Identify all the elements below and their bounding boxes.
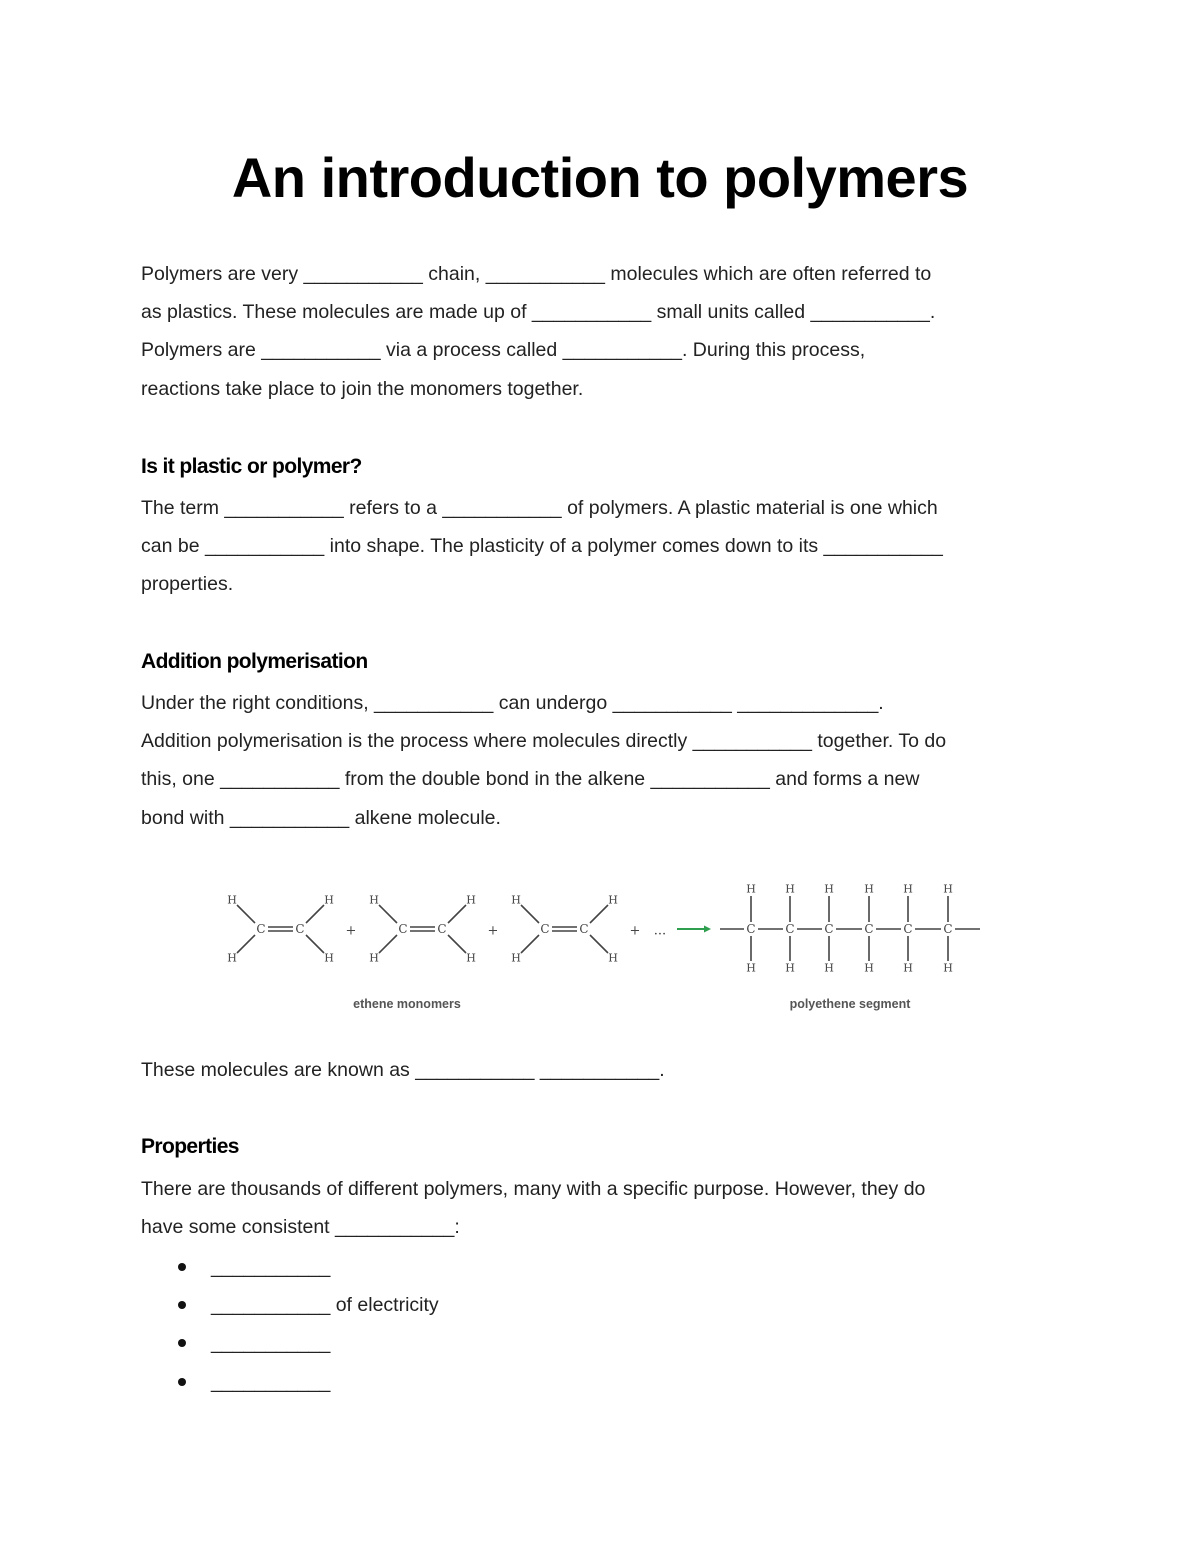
hydrogen-atom: H	[227, 951, 237, 965]
plastic-paragraph	[141, 489, 1061, 604]
addition-paragraph	[141, 684, 1061, 837]
properties-list	[141, 1248, 439, 1401]
addition-line: this, one ___________ from the double bond in the alkene ___________ and forms a new	[141, 768, 920, 791]
hydrogen-atom: H	[903, 882, 913, 896]
carbon-atom: C	[579, 922, 589, 936]
single-bond	[448, 935, 466, 953]
carbon-atom: C	[943, 922, 953, 936]
hydrogen-atom: H	[746, 961, 756, 975]
intro-line: reactions take place to join the monomers together.	[141, 377, 584, 400]
hydrogen-atom: H	[324, 951, 334, 965]
single-bond	[306, 935, 324, 953]
hydrogen-atom: H	[943, 961, 953, 975]
hydrogen-atom: H	[369, 893, 379, 907]
hydrogen-atom: H	[903, 961, 913, 975]
properties-line: have some consistent ___________:	[141, 1216, 460, 1239]
known-as-line: These molecules are known as ___________ ___________.	[141, 1059, 665, 1081]
hydrogen-atom: H	[746, 882, 756, 896]
hydrogen-atom: H	[864, 882, 874, 896]
hydrogen-atom: H	[824, 961, 834, 975]
single-bond	[379, 935, 397, 953]
single-bond	[306, 905, 324, 923]
carbon-atom: C	[824, 922, 834, 936]
hydrogen-atom: H	[608, 893, 618, 907]
plastic-line: The term ___________ refers to a ___________ of polymers. A plastic material is one which	[141, 497, 938, 519]
plus-sign: +	[629, 923, 641, 939]
hydrogen-atom: H	[608, 951, 618, 965]
properties-paragraph	[141, 1170, 1061, 1246]
carbon-atom: C	[540, 922, 550, 936]
carbon-atom: C	[746, 922, 756, 936]
single-bond	[521, 935, 539, 953]
hydrogen-atom: H	[511, 951, 521, 965]
addition-heading: Addition polymerisation	[141, 650, 368, 673]
single-bond	[448, 905, 466, 923]
plus-sign: +	[345, 923, 357, 939]
reaction-arrow-head	[704, 926, 711, 933]
carbon-atom: C	[398, 922, 408, 936]
list-item: ___________ of electricity	[141, 1286, 439, 1324]
carbon-atom: C	[256, 922, 266, 936]
hydrogen-atom: H	[466, 893, 476, 907]
intro-line: as plastics. These molecules are made up of ___________ small units called ___________.	[141, 301, 936, 324]
carbon-atom: C	[785, 922, 795, 936]
hydrogen-atom: H	[369, 951, 379, 965]
carbon-atom: C	[437, 922, 447, 936]
polymerisation-diagram	[215, 870, 995, 1020]
carbon-atom: C	[903, 922, 913, 936]
page-title: An introduction to polymers	[231, 146, 969, 209]
plus-sign: +	[487, 923, 499, 939]
plastic-line: properties.	[141, 573, 234, 596]
plastic-line: can be ___________ into shape. The plasticity of a polymer comes down to its ___________	[141, 535, 943, 558]
list-item: ___________	[141, 1324, 439, 1362]
addition-line: Addition polymerisation is the process where molecules directly ___________ together. To do	[141, 730, 947, 753]
single-bond	[590, 935, 608, 953]
carbon-atom: C	[295, 922, 305, 936]
plastic-heading: Is it plastic or polymer?	[141, 455, 362, 478]
hydrogen-atom: H	[785, 882, 795, 896]
carbon-atom: C	[864, 922, 874, 936]
hydrogen-atom: H	[324, 893, 334, 907]
hydrogen-atom: H	[227, 893, 237, 907]
hydrogen-atom: H	[943, 882, 953, 896]
addition-line: Under the right conditions, ___________ can undergo ___________ _____________.	[141, 692, 884, 714]
intro-line: Polymers are very ___________ chain, ___________ molecules which are often referred to	[141, 263, 932, 285]
single-bond	[379, 905, 397, 923]
caption-polyethene-segment: polyethene segment	[789, 997, 911, 1011]
properties-heading: Properties	[141, 1135, 239, 1158]
hydrogen-atom: H	[864, 961, 874, 975]
hydrogen-atom: H	[466, 951, 476, 965]
intro-line: Polymers are ___________ via a process called ___________. During this process,	[141, 339, 866, 362]
list-item: ___________	[141, 1363, 439, 1401]
single-bond	[521, 905, 539, 923]
hydrogen-atom: H	[511, 893, 521, 907]
properties-line: There are thousands of different polymers, many with a specific purpose. However, they do	[141, 1178, 926, 1200]
single-bond	[237, 905, 255, 923]
single-bond	[590, 905, 608, 923]
intro-paragraph	[141, 255, 1061, 408]
hydrogen-atom: H	[785, 961, 795, 975]
list-item: ___________	[141, 1248, 439, 1286]
caption-ethene-monomers: ethene monomers	[353, 997, 461, 1011]
hydrogen-atom: H	[824, 882, 834, 896]
single-bond	[237, 935, 255, 953]
addition-line: bond with ___________ alkene molecule.	[141, 806, 501, 829]
ellipsis: ...	[653, 923, 667, 939]
